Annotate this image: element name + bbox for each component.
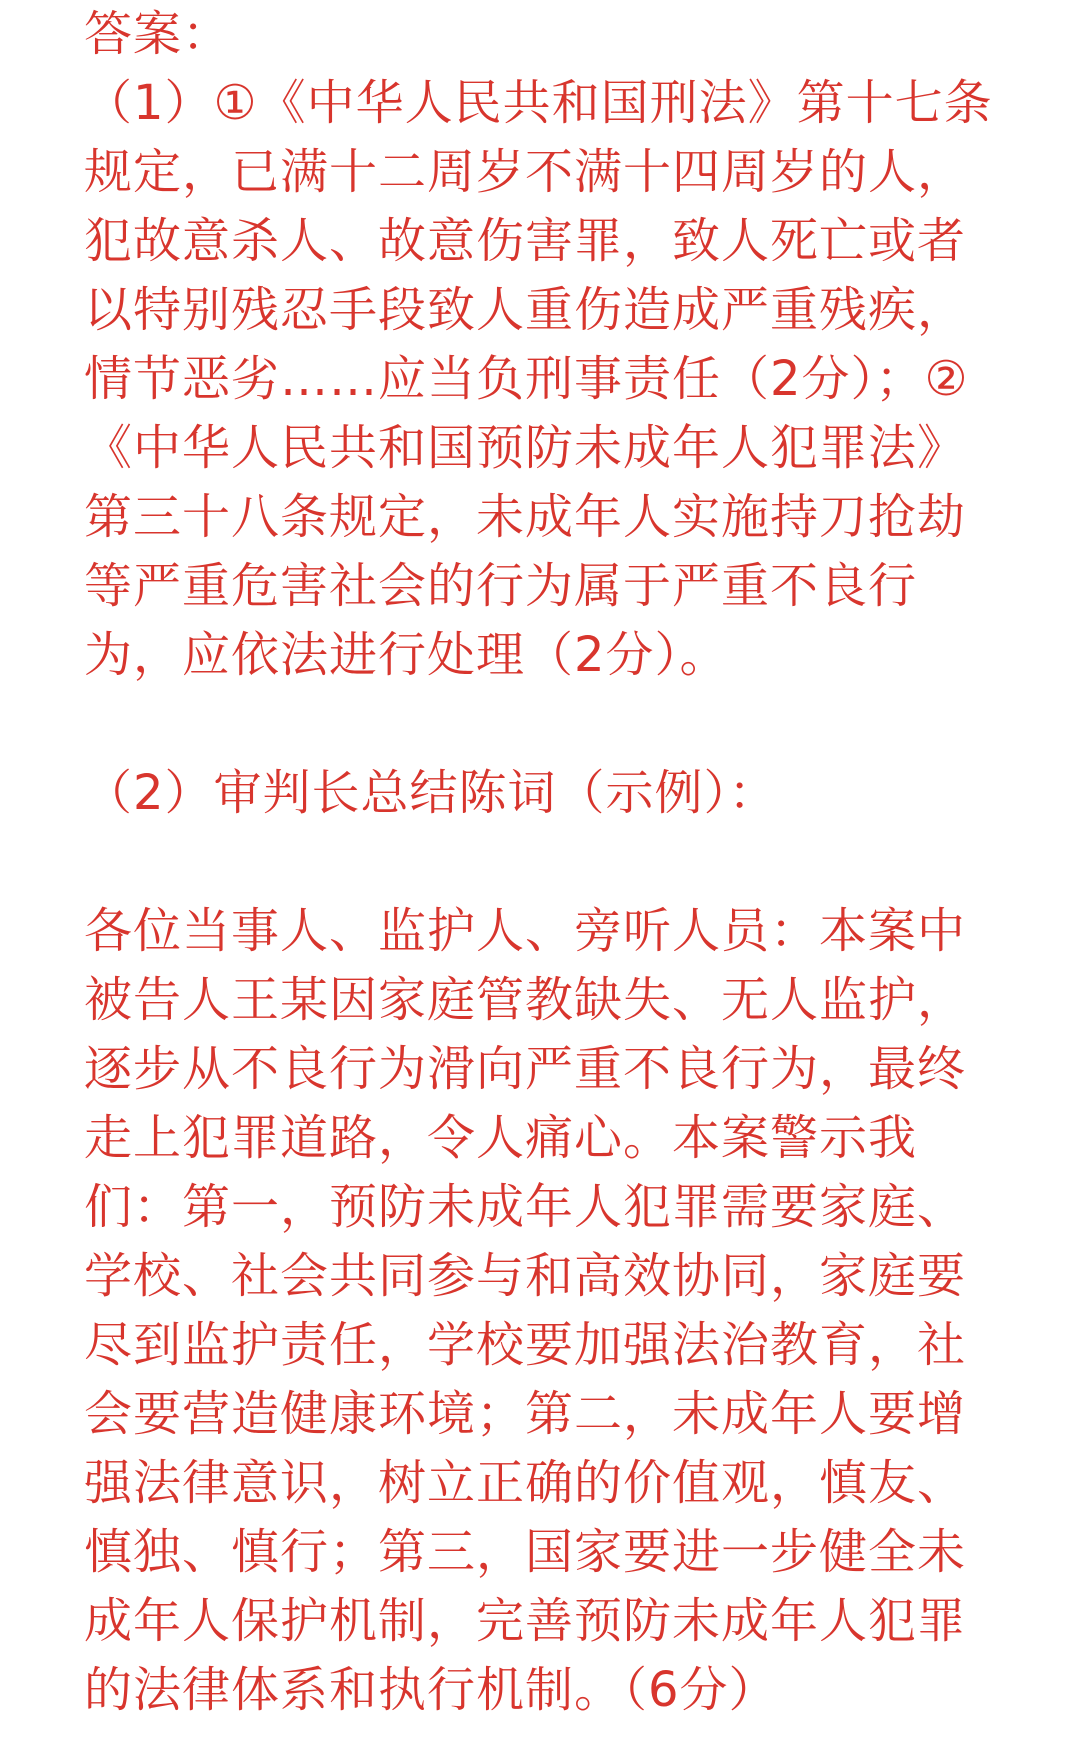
answer-part-2-title: （2）审判长总结陈词（示例）： xyxy=(84,765,778,821)
answer-part-1: （1）①《中华人民共和国刑法》第十七条规定，已满十二周岁不满十四周岁的人，犯故意杀人、故意伤害罪，致人死亡或者以特别残忍手段致人重伤造成严重残疾，情节恶劣……应当负刑事责任（2分）；②《中华人民共和国预防未成年人犯罪法》第三十八条规定，未成年人实施持刀抢劫等严重危害社会的行为属于严重不良行为，应依法进行处理（2分）。 xyxy=(84,75,993,683)
answer-heading: 答案： xyxy=(84,6,232,62)
answer-part-2-body: 各位当事人、监护人、旁听人员：本案中被告人王某因家庭管教缺失、无人监护，逐步从不良行为滑向严重不良行为，最终走上犯罪道路，令人痛心。本案警示我们：第一，预防未成年人犯罪需要家庭、学校、社会共同参与和高效协同，家庭要尽到监护责任，学校要加强法治教育，社会要营造健康环境；第二，未成年人要增强法律意识，树立正确的价值观，慎友、慎独、慎行；第三，国家要进一步健全未成年人保护机制，完善预防未成年人犯罪的法律体系和执行机制。（6分） xyxy=(84,903,967,1718)
paragraph-spacer xyxy=(84,828,1014,897)
answer-text-block xyxy=(84,0,1014,1725)
paragraph-spacer xyxy=(84,690,1014,759)
